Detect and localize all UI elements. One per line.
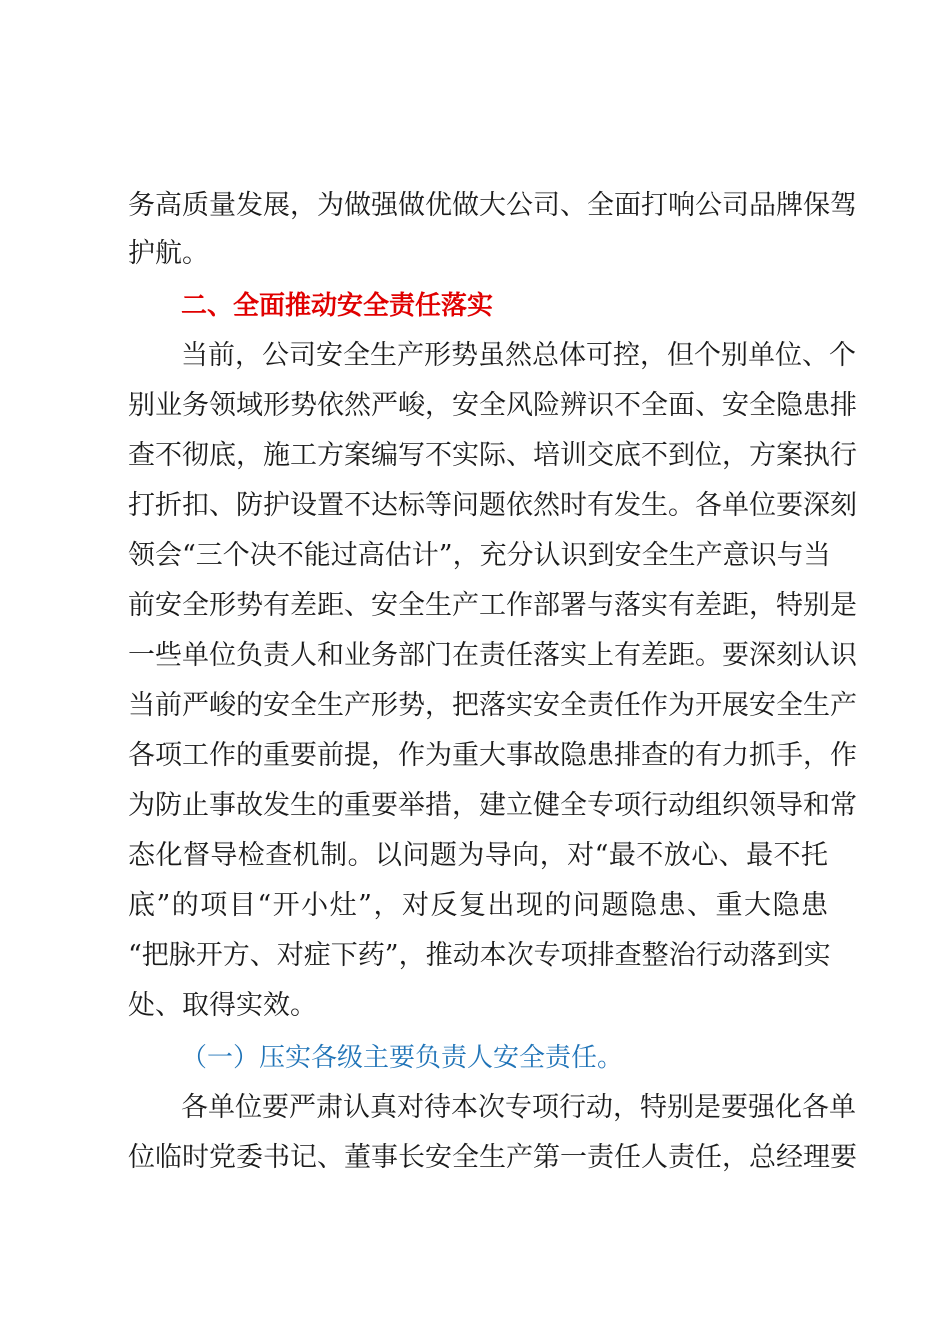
intro-line-2: 护航。 — [128, 238, 209, 269]
paragraph-line-8: 当前严峻的安全生产形势，把落实安全责任作为开展安全生产 — [128, 690, 857, 721]
sub-paragraph-line-2: 位临时党委书记、董事长安全生产第一责任人责任，总经理要 — [128, 1142, 857, 1173]
paragraph-line-9: 各项工作的重要前提，作为重大事故隐患排查的有力抓手，作 — [128, 740, 857, 771]
paragraph-line-7: 一些单位负责人和业务部门在责任落实上有差距。要深刻认识 — [128, 640, 857, 671]
sub-paragraph-line-1: 各单位要严肃认真对待本次专项行动，特别是要强化各单 — [181, 1092, 856, 1123]
paragraph-line-14: 处、取得实效。 — [128, 990, 317, 1021]
section-heading: 二、全面推动安全责任落实 — [181, 291, 494, 321]
paragraph-line-10: 为防止事故发生的重要举措，建立健全专项行动组织领导和常 — [128, 790, 857, 821]
paragraph-line-5: 领会“三个决不能过高估计”，充分认识到安全生产意识与当 — [128, 540, 831, 571]
paragraph-line-4: 打折扣、防护设置不达标等问题依然时有发生。各单位要深刻 — [128, 490, 857, 521]
subheading: （一）压实各级主要负责人安全责任。 — [181, 1043, 624, 1073]
paragraph-line-3: 查不彻底，施工方案编写不实际、培训交底不到位，方案执行 — [128, 440, 857, 471]
paragraph-line-12: 底”的项目“开小灶”，对反复出现的问题隐患、重大隐患 — [128, 890, 828, 921]
paragraph-line-2: 别业务领域形势依然严峻，安全风险辨识不全面、安全隐患排 — [128, 390, 857, 421]
paragraph-line-1: 当前，公司安全生产形势虽然总体可控，但个别单位、个 — [181, 340, 856, 371]
paragraph-line-11: 态化督导检查机制。以问题为导向，对“最不放心、最不托 — [128, 840, 828, 871]
paragraph-line-6: 前安全形势有差距、安全生产工作部署与落实有差距，特别是 — [128, 590, 857, 621]
intro-line-1: 务高质量发展，为做强做优做大公司、全面打响公司品牌保驾 — [128, 190, 857, 221]
paragraph-line-13: “把脉开方、对症下药”，推动本次专项排查整治行动落到实 — [128, 940, 831, 971]
